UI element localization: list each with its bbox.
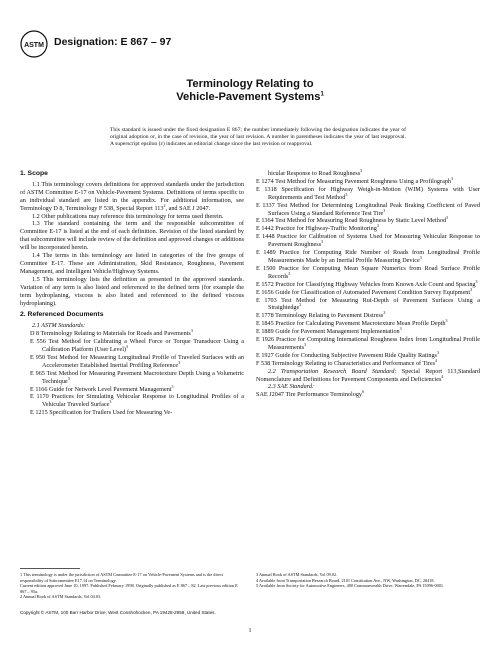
refdocs-heading: 2. Referenced Documents	[20, 311, 104, 319]
footnote: 2 Annual Book of ASTM Standards, Vol 04.03.	[20, 594, 102, 600]
right-reference-item: F 538 Terminology Relating to Characteristics and Performance of Tires$^4$	[256, 357, 438, 367]
para-1-4: 1.4 The terms in this terminology are listed in categories of the five groups of Committee E-17. These are Administration, Skid Resistance, Roughness, Pavement Management, and Intelligent Vehicle/Highway Systems.	[20, 252, 244, 275]
astm-logo	[20, 30, 48, 58]
logo-text: ASTM	[24, 42, 44, 49]
sae-standard-label: 2.3 SAE Standard:	[268, 383, 315, 391]
issue-note: This standard is issued under the fixed designation E 867; the number immediately following the designation indicates the year of original adoption or, in the case of revision, the year of last revision. A number in parentheses indicates the year of last reapproval. A superscript epsilon (ε) indicates an editorial change since the last revision or reapproval.	[110, 127, 406, 148]
right-reference-item: E 1318 Specification for Highway Weigh-in-Motion (WIM) Systems with User Requirements and Test Method$^3$	[256, 185, 480, 201]
page-number: 1	[248, 628, 252, 634]
right-reference-item: E 1656 Guide for Classification of Automated Pavement Condition Survey Equipment$^3$	[256, 286, 473, 296]
right-reference-item: E 1572 Practice for Classifying Highway Vehicles from Known Axle Count and Spacing$^3$	[256, 278, 478, 288]
left-reference-item: E 1166 Guide for Network Level Pavement Management$^3$	[30, 383, 174, 393]
right-column	[256, 167, 481, 399]
right-reference-item: E 1448 Practice for Calibration of Systems Used for Measuring Vehicular Response to Pavement Roughness$^3$	[256, 233, 480, 249]
left-reference-item: D 8 Terminology Relating to Materials for Roads and Pavements$^3$	[30, 328, 193, 338]
para-1-1: 1.1 This terminology covers definitions for approved standards under the jurisdiction of ASTM Committee E-17 on Vehicle-Pavement Systems. Definitions of terms specific to an individual standard are listed in the appendix. For additional information, see Terminology D 8, Terminology F 538, Special Report $113^2$, and SAE J 2047.	[20, 180, 244, 212]
title-text: Vehicle-Pavement Systems	[176, 91, 321, 103]
footnotes-left	[20, 572, 244, 600]
para-1-5: 1.5 This terminology lists the definition as presented in the approved standards. Variation of any term is also listed and referenced to the defined term (for example the term hydroplaning, viscous is also listed and referenced to the defined viscous hydroplaning).	[20, 275, 244, 307]
right-reference-item: E 1274 Test Method for Measuring Pavement Roughness Using a Profilograph$^3$	[256, 175, 454, 185]
right-reference-item: E 1845 Practice for Calculating Pavement Macrotexture Mean Profile Depth$^3$	[256, 318, 448, 328]
footnote: 1 This terminology is under the jurisdiction of ASTM Committee E-17 on Vehicle-Pavement Systems and is the direct responsibility of Subcommittee E17.14 on Terminology.	[20, 572, 224, 583]
right-reference-item: E 1778 Terminology Relating to Pavement Distress$^3$	[256, 310, 386, 320]
right-reference-item: E 1500 Practice for Computing Mean Square Numerics from Road Surface Profile Records$^3$	[256, 264, 480, 280]
left-reference-item: E 556 Test Method for Calibrating a Wheel Force or Torque Transducer Using a Calibration Platform (User Level)$^3$	[30, 338, 244, 354]
para-1-2: 1.2 Other publications may reference this terminology for terms used therein.	[32, 212, 224, 220]
left-reference-item: E 1215 Specification for Trailers Used for Measuring Ve-	[30, 409, 173, 417]
ref-continuation: hicular Response to Road Roughness$^3$	[268, 167, 363, 177]
footnote: 5 Available from Society for Automotive Engineers, 400 Commonwealth Drive, Warrendale, PA 15096-0001.	[256, 583, 445, 589]
trb-standard: 2.2 Transportation Research Board Standard: Special Report 113,Standard Nomenclature and Definitions for Pavement Components and Deficiencies$^4$	[256, 367, 481, 383]
right-reference-item: E 1337 Test Method for Determining Longitudinal Peak Braking Coefficient of Paved Surfaces Using a Standard Reference Test Tire$^3$	[256, 201, 480, 217]
designation: Designation: E 867 – 97	[54, 36, 172, 48]
left-reference-item: E 965 Test Method for Measuring Pavement Macrotexture Depth Using a Volumetric Technique$^3$	[30, 369, 244, 385]
left-column	[20, 170, 244, 417]
right-reference-item: E 1489 Practice for Computing Ride Number of Roads from Longitudinal Profile Measurements Made by an Inertial Profile Measuring Device$^3$	[256, 249, 480, 264]
left-reference-list	[20, 330, 244, 417]
footnote: 4 Available from Transportation Research Board, 2101 Constitution Ave., NW, Washington, DC, 20418.	[256, 577, 435, 583]
right-reference-list	[256, 175, 480, 368]
footnote: 3 Annual Book of ASTM Standards, Vol 09.02.	[256, 572, 338, 577]
right-reference-item: E 1889 Guide for Pavement Management Implementation$^3$	[256, 326, 402, 336]
sae-standard: SAE J2047 Tire Performance Terminology$^6$	[256, 389, 365, 399]
right-reference-item: E 1926 Practice for Computing International Roughness Index from Longitudinal Profile Measurements$^3$	[256, 336, 480, 351]
title-footnote-mark: 1	[320, 91, 324, 98]
para-1-3: 1.3 The standard containing the term and the responsible subcommittee of Committee E-17 is listed at the end of each definition. Revision of the listed standard by that subcommittee will include review of the definition and approved changes or additions will be incorporated herein.	[20, 220, 244, 252]
footnote-rule	[20, 568, 80, 569]
copyright: Copyright © ASTM, 100 Barr Harbor Drive, West Conshohocken, PA 19428-2959, United States.	[20, 610, 216, 615]
right-reference-item: E 1364 Test Method for Measuring Road Roughness by Static Level Method$^3$	[256, 215, 449, 225]
right-reference-item: E 1927 Guide for Conducting Subjective Pavement Ride Quality Ratings$^3$	[256, 349, 439, 359]
right-reference-item: E 1703 Test Method for Measuring Rut-Depth of Pavement Surfaces Using a Straightedge$^3$	[256, 296, 480, 312]
astm-standards-label: 2.1 ASTM Standards:	[32, 322, 86, 330]
right-reference-item: E 1442 Practice for Highway-Traffic Monitoring$^3$	[256, 223, 379, 233]
scope-heading: 1. Scope	[20, 170, 48, 177]
left-reference-item: E 950 Test Method for Measuring Longitudinal Profile of Traveled Surfaces with an Accelerometer Established Inertial Profiling Reference$^3$	[30, 353, 244, 369]
title-line-1: Terminology Relating to	[186, 78, 314, 90]
title-line-2	[0, 91, 500, 103]
left-reference-item: E 1170 Practices for Simulating Vehicular Response to Longitudinal Profiles of a Vehicular Traveled Surface$^3$	[30, 393, 244, 409]
footnotes-right	[256, 572, 480, 589]
footnote: Current edition approved June 10, 1997. Published February 1998. Originally published as E 867 – 82. Last previous edition E 867 – 95a.	[20, 583, 238, 594]
